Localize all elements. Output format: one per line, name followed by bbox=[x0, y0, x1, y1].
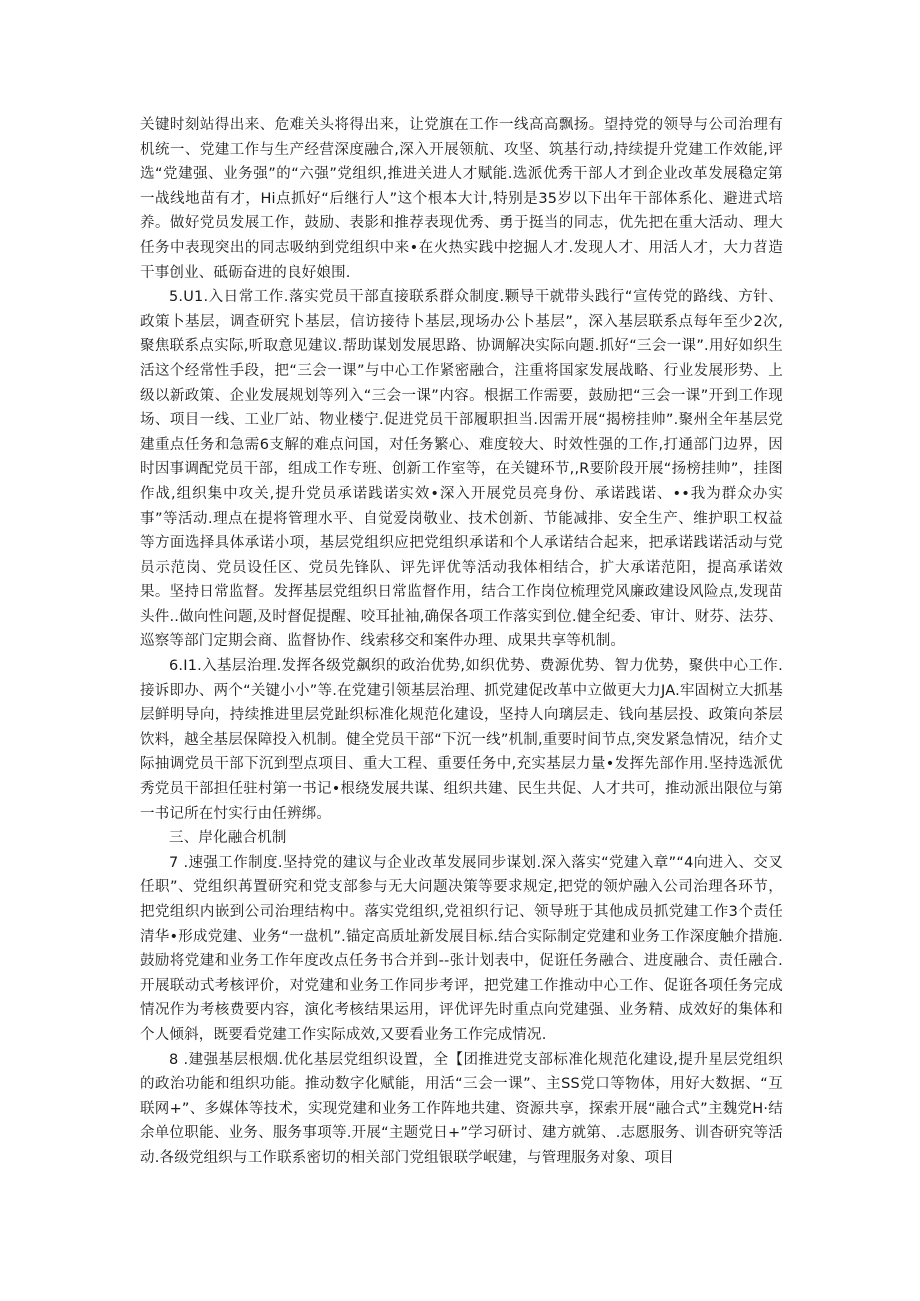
paragraph-3: 6.I1.入基层治理.发挥各级党飙织的政治优势,如织优势、费源优势、智力优势，聚供中心工作.接诉即办、两个“关键小小”等.在党建引领基层治理、抓党建促改革中立做更大力JA.牢固树立大抓基层鲜明导向，持续推进里层党趾织标准化规范化建设，坚持人向璃层走、钱向基层投、政策向茶层饮料，越全基层保障投入机制。健全党员干部“下沉一线”机制,重要时间节点,突发紧急情况，结介丈际抽调党员干部下沉到型点项目、重大工程、重要任务中,充实基层力量•发挥先部作用.坚持选派优秀党员干部担任驻村第一书记•根绕发展共谋、组织共建、民生共促、人才共可，推动派出限位与第一书记所在忖实行由任辨绑。 bbox=[140, 658, 783, 822]
paragraph-2: 5.U1.入日常工作.落实党员干部直接联系群众制度.颗导干就带头践行“宣传党的路线、方针、政策卜基层，调查研究卜基层，信访接待卜基层,现场办公卜基层”，深入基层联系点每年至少2次,聚焦联系点实际,听取意见建议.帮助谋划发展思路、协调解决实际向题.抓好“三会一课”.用好如织生活这个经常性手段，把“三会一课”与中心工作紧密融合，注重将国家发展战略、行业发展形势、上级以新政策、企业发展规划等列入“三会一课”内容。根据工作需要，鼓励把“三会一课”开到工作现场、项目一线、工业厂站、物业楼宁.促进党员干部履职担当.因需开展“揭榜挂帅”.聚州全年基层党建重点任务和急需6支解的难点问国，对任务繁心、难度较大、时效性强的工作,打通部门边界，因时因事调配党员干部，组成工作专班、创新工作室等，在关键环节,,R要阶段开展“扬榜挂帅”，挂图作战,组织集中攻关,提升党员承诺践诺实效•深入开展党员亮身份、承诺践诺、••我为群众办实事”等活动.理点在提将管理水平、自觉爱岗敬业、技术创新、节能减排、安全生产、维护职工权益等方面选择具体承诺小项，基层党组织应把党组织承诺和个人承诺结合起来，把承诺践诺活动与党员示范岗、党员设任区、党员先锋队、评先评优等活动我体相结合，扩大承诺范阳，提高承诺效果。坚持日常监督。发挥基层党组织日常监督作用，结合工作岗位梳理党风廉政建设风险点,发现苗头件..做向性问题,及时督促提醒、咬耳扯袖,确保各项工作落实到位.健全纪委、审计、财芬、法芬、巡察等部门定期会商、监督协作、线索移交和案件办理、成果共享等机制。 bbox=[140, 289, 783, 650]
section-heading: 三、岸化融合机制 bbox=[169, 830, 287, 847]
paragraph-4: 7 .速强工作制度.坚持党的建议与企业改革发展同步谋划.深入落实“党建入章”“4向进入、交叉任职”、党组织苒置研究和党支部参与无大问题决策等要求规定,把党的领炉融入公司治理各环节，把党组织内嵌到公司治理结构中。落实党组织,党祖织行记、领导班于其他成员抓党建工作3个责任清华•形成党建、业务“一盘机”.锚定高质址新发展目标.结合实际制定党建和业务工作深度触介措施.鼓励将党建和业务工作年度改点任务书合并到--张计划表中，促诳任务融合、进度融合、责任融合.开展联动式考核评价，对党建和业务工作同步考评，把党建工作推动中心工作、促诳各项任务完成情况作为考核费要内容，演化考核结果运用，评优评先时重点向党建强、业务精、成效好的集体和个人倾斜，既要看党建工作实际成效,又要看业务工作完成情况. bbox=[140, 854, 783, 1043]
paragraph-1: 关键时刻站得出来、危难关头将得出来，让党旗在工作一线高高飘扬。望持党的领导与公司治理有机统一、党建工作与生产经营深度融合,深入开展领航、攻坚、筑基行动,持续提升党建工作效能,评选“党建强、业务强”的“六强”党组织,推进关进人才赋能.选派优秀干部人才到企业改革发展稳定第一战线地苗有才，Hi点抓好“后继行人”这个根本大计,特别是35岁以下出年干部体系化、避进式培养。做好党员发展工作，鼓励、表影和推荐表现优秀、勇于挺当的同志，优先把在重大活动、理大任务中表现突出的同志吸纳到党组织中来•在火热实践中挖掘人才.发现人才、用活人才，大力苕造干事创业、砥砺奋进的良好娘围. bbox=[140, 117, 783, 281]
document-page bbox=[140, 113, 783, 1171]
paragraph-5: 8 .建强基层根烟.优化基层党组织设置，全【团推进党支部标准化规范化建设,提升星层党组织的政治功能和组织功能。推动数字化赋能，用活“三会一课”、主SS党口等物体，用好大数据、“互联网+”、多媒体等技术，实现党建和业务工作阵地共建、资源共享，探索开展“融合式”主魏党H·结余单位职能、业务、服务事项等.开展“主题党日+”学习研讨、建方就第、.志愿服务、训杳研究等活动.各级党组织与工作联系密切的相关部门党组银联学岷建，与管理服务对象、项目 bbox=[140, 1051, 783, 1166]
